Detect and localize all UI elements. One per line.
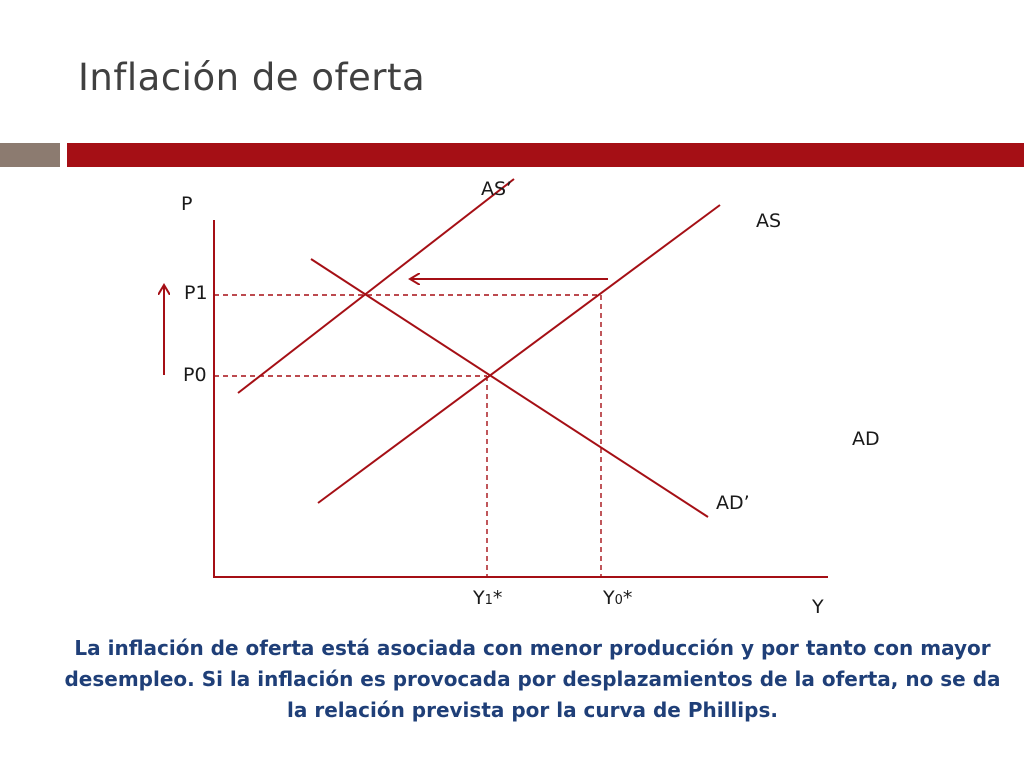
price-axis-label: P [181,193,193,215]
price-p0-label: P0 [183,364,207,386]
price-p1-label: P1 [184,282,208,304]
page-title: Inflación de oferta [78,56,426,99]
ad-curve [311,259,708,517]
ad-prime-label: AD’ [716,492,750,514]
as-shifted-curve [238,179,514,393]
ad-label: AD [852,428,880,450]
as-shifted-label: AS’ [481,178,513,200]
output-y1-label: Y1* [473,587,503,609]
as-curve [318,205,720,503]
explanation-caption: La inflación de oferta está asociada con menor producción y por tanto con mayor desempleo. Si la inflación es provocada por desplazamientos de la oferta, no se da la relación prevista por la curva de Phillips. [64,636,1001,722]
as-label: AS [756,210,782,232]
output-y0-label: Y0* [603,587,633,609]
output-axis-label: Y [812,596,824,618]
